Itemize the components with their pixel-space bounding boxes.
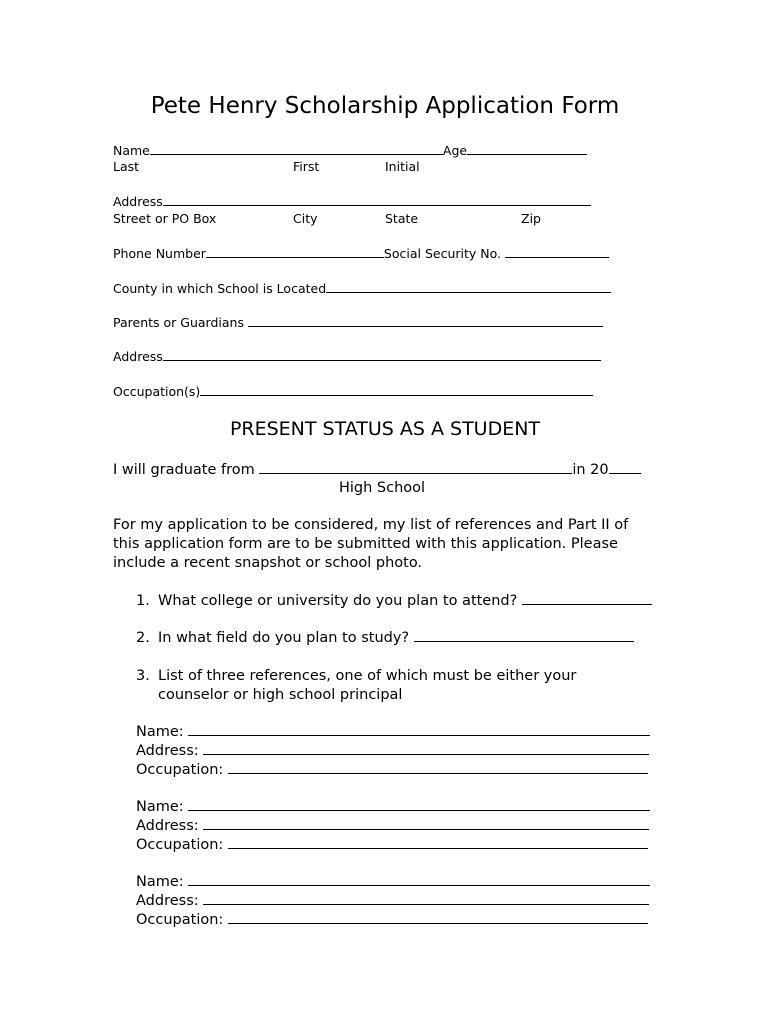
parents-field[interactable] [248, 314, 603, 327]
ref-address-field[interactable] [203, 817, 649, 830]
college-field[interactable] [522, 592, 652, 605]
ref-occupation-label: Occupation: [136, 762, 224, 778]
question-text: What college or university do you plan to attend? [158, 593, 518, 609]
question-text: In what field do you plan to study? [158, 630, 410, 646]
county-field[interactable] [326, 280, 611, 293]
ssn-label: Social Security No. [383, 246, 502, 261]
age-field[interactable] [467, 142, 587, 155]
first-label: First [293, 159, 320, 174]
ref-address-field[interactable] [203, 742, 649, 755]
parent-address-label: Address [113, 349, 163, 364]
year-field[interactable] [609, 461, 641, 474]
name-field[interactable] [150, 142, 443, 155]
address-field[interactable] [163, 193, 591, 206]
initial-label: Initial [385, 159, 420, 174]
phone-label: Phone Number [113, 246, 206, 261]
field-of-study-field[interactable] [414, 629, 634, 642]
instructions-paragraph: For my application to be considered, my list of references and Part II of this application form are to be submitted with this application. Please include a recent snapshot or school photo. [113, 517, 629, 571]
street-label: Street or PO Box [113, 211, 217, 226]
question-text: List of three references, one of which must be either your counselor or high school principal [158, 668, 577, 703]
ref-address-field[interactable] [203, 892, 649, 905]
question-2 [136, 629, 634, 646]
question-number: 3. [136, 668, 150, 684]
name-row [113, 142, 587, 158]
ref-occupation-field[interactable] [228, 911, 648, 924]
parent-address-row [113, 348, 601, 364]
year-label: in 20 [572, 462, 609, 478]
ref-address-label: Address: [136, 818, 199, 834]
ref-name-label: Name: [136, 874, 184, 890]
question-1 [136, 592, 652, 609]
city-label: City [293, 211, 318, 226]
state-label: State [385, 211, 419, 226]
address-label: Address [113, 194, 163, 209]
ssn-field[interactable] [505, 245, 609, 258]
high-school-field[interactable] [259, 461, 572, 474]
reference-3 [136, 873, 650, 930]
ref-name-label: Name: [136, 724, 184, 740]
ref-address-label: Address: [136, 743, 199, 759]
question-number: 2. [136, 630, 150, 646]
page-title: Pete Henry Scholarship Application Form [150, 93, 620, 119]
question-3 [136, 667, 636, 705]
ref-occupation-label: Occupation: [136, 837, 224, 853]
name-label: Name [113, 143, 150, 158]
occupation-row [113, 383, 593, 399]
parents-label: Parents or Guardians [113, 315, 244, 330]
graduate-label: I will graduate from [113, 462, 255, 478]
parents-row [113, 314, 603, 330]
age-label: Age [442, 143, 468, 158]
parent-address-field[interactable] [163, 348, 601, 361]
status-heading: PRESENT STATUS AS A STUDENT [229, 418, 541, 440]
question-number: 1. [136, 593, 150, 609]
ref-name-field[interactable] [188, 723, 650, 736]
graduate-row [113, 461, 641, 478]
county-label: County in which School is Located [113, 281, 327, 296]
ref-occupation-field[interactable] [228, 836, 648, 849]
ref-address-label: Address: [136, 893, 199, 909]
reference-1 [136, 723, 650, 780]
ref-name-field[interactable] [188, 798, 650, 811]
phone-field[interactable] [206, 245, 384, 258]
last-label: Last [113, 159, 140, 174]
high-school-label: High School [339, 480, 426, 496]
ref-name-label: Name: [136, 799, 184, 815]
address-row [113, 193, 591, 209]
occupation-label: Occupation(s) [113, 384, 201, 399]
zip-label: Zip [521, 211, 541, 226]
occupation-field[interactable] [200, 383, 593, 396]
reference-2 [136, 798, 650, 855]
phone-row [113, 245, 609, 261]
ref-occupation-label: Occupation: [136, 912, 224, 928]
ref-occupation-field[interactable] [228, 761, 648, 774]
ref-name-field[interactable] [188, 873, 650, 886]
county-row [113, 280, 611, 296]
